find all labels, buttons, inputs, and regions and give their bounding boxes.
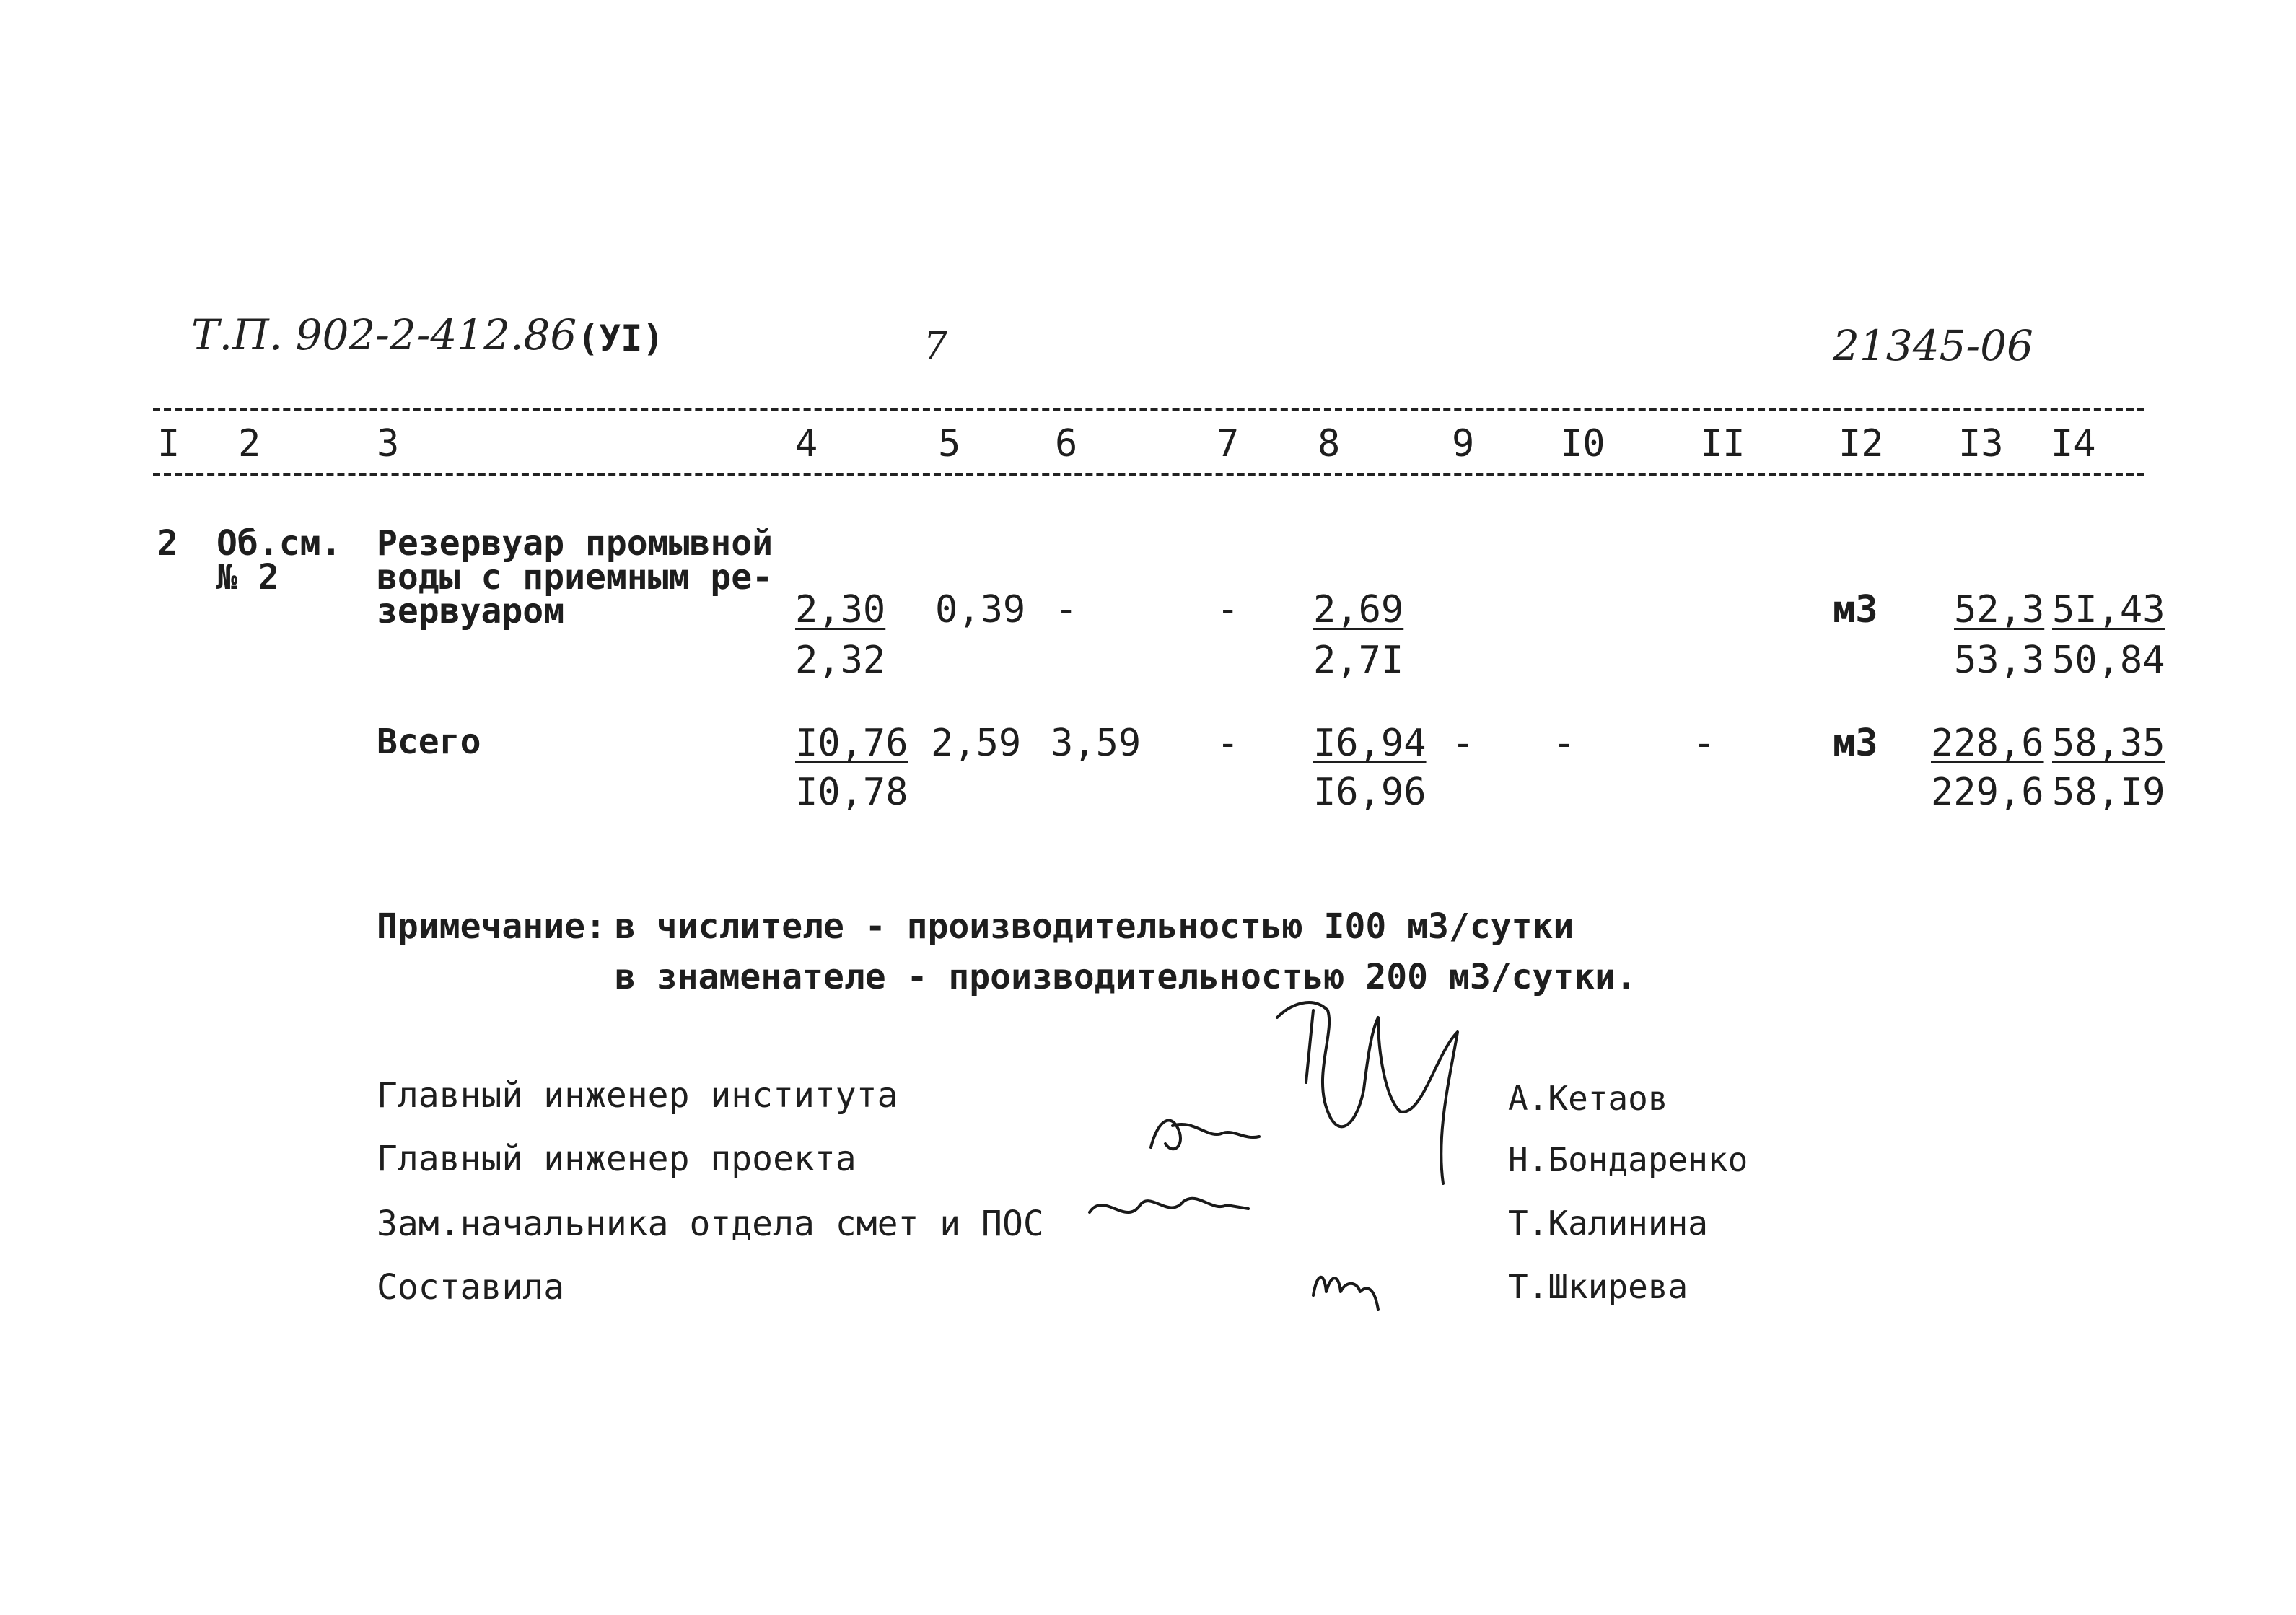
cell-value: - [1693,722,1716,765]
column-header: I0 [1560,422,1605,465]
cell-value: - [1553,722,1576,765]
cell-denominator: I6,96 [1313,771,1427,814]
signatory-role: Зам.начальника отдела смет и ПОС [377,1204,1044,1244]
page-number: 7 [924,325,948,368]
cell-numerator: 58,35 [2052,722,2165,765]
signatory-name: Т.Шкирева [1508,1267,1688,1306]
item-name: Резервуар промывной [377,523,774,564]
column-header: II [1700,422,1745,465]
signatory-name: Т.Калинина [1508,1204,1708,1243]
column-header: 8 [1318,422,1341,465]
row-number: 2 [157,523,178,564]
cell-numerator: 228,6 [1931,722,2044,765]
column-header: I3 [1958,422,2004,465]
column-header: I4 [2051,422,2096,465]
column-header: 6 [1055,422,1078,465]
signature-third [1082,1183,1256,1234]
cell-numerator: I0,76 [795,722,908,765]
column-header: I2 [1839,422,1884,465]
cell-denominator: 2,7I [1313,639,1404,682]
total-label: Всего [377,722,481,762]
header-top-rule [153,408,2144,411]
column-header: 3 [377,422,400,465]
signatory-role: Главный инженер проекта [377,1139,856,1179]
cell-value: - [1055,588,1078,631]
signature-second [1144,1104,1274,1169]
column-header: 7 [1217,422,1240,465]
cell-value: 2,59 [931,722,1022,765]
cell-numerator: 5I,43 [2052,588,2165,631]
cell-numerator: I6,94 [1313,722,1427,765]
cell-numerator: 2,30 [795,588,886,631]
note-label: Примечание: [377,906,606,947]
doc-section: (УI) [577,318,665,359]
cell-unit: м3 [1833,588,1878,631]
cell-denominator: 2,32 [795,639,886,682]
doc-reference: Т.П. 902-2-412.86 [191,310,577,359]
cell-value: - [1452,722,1475,765]
signatory-role: Составила [377,1267,565,1308]
cell-value: 0,39 [935,588,1026,631]
cell-denominator: 50,84 [2052,639,2165,682]
cell-value: - [1217,722,1240,765]
signatory-role: Главный инженер института [377,1075,898,1116]
cell-value: - [1217,588,1240,631]
cell-value: 3,59 [1051,722,1142,765]
signature-large [1270,989,1486,1205]
cell-denominator: 229,6 [1931,771,2044,814]
column-header: 4 [795,422,818,465]
column-header: I [157,422,180,465]
note-line: в числителе - производительностью I00 м3/сутки [615,906,1574,947]
signatory-name: Н.Бондаренко [1508,1140,1748,1179]
archive-number: 21345-06 [1833,321,2033,370]
cell-denominator: I0,78 [795,771,908,814]
column-header: 9 [1452,422,1475,465]
column-header: 5 [938,422,961,465]
signature-fourth [1306,1259,1393,1317]
cell-unit: м3 [1833,722,1878,765]
cell-numerator: 52,3 [1954,588,2045,631]
calc-reference: Об.см. [216,523,342,564]
cell-denominator: 58,I9 [2052,771,2165,814]
column-header: 2 [238,422,261,465]
calc-reference-number: № 2 [216,557,279,598]
cell-denominator: 53,3 [1954,639,2045,682]
item-name: воды с приемным ре- [377,557,774,598]
header-bottom-rule [153,473,2144,476]
note-line: в знаменателе - производительностью 200 м3/сутки. [615,957,1637,997]
cell-numerator: 2,69 [1313,588,1404,631]
item-name: зервуаром [377,591,565,631]
signatory-name: А.Кетаов [1508,1079,1668,1118]
